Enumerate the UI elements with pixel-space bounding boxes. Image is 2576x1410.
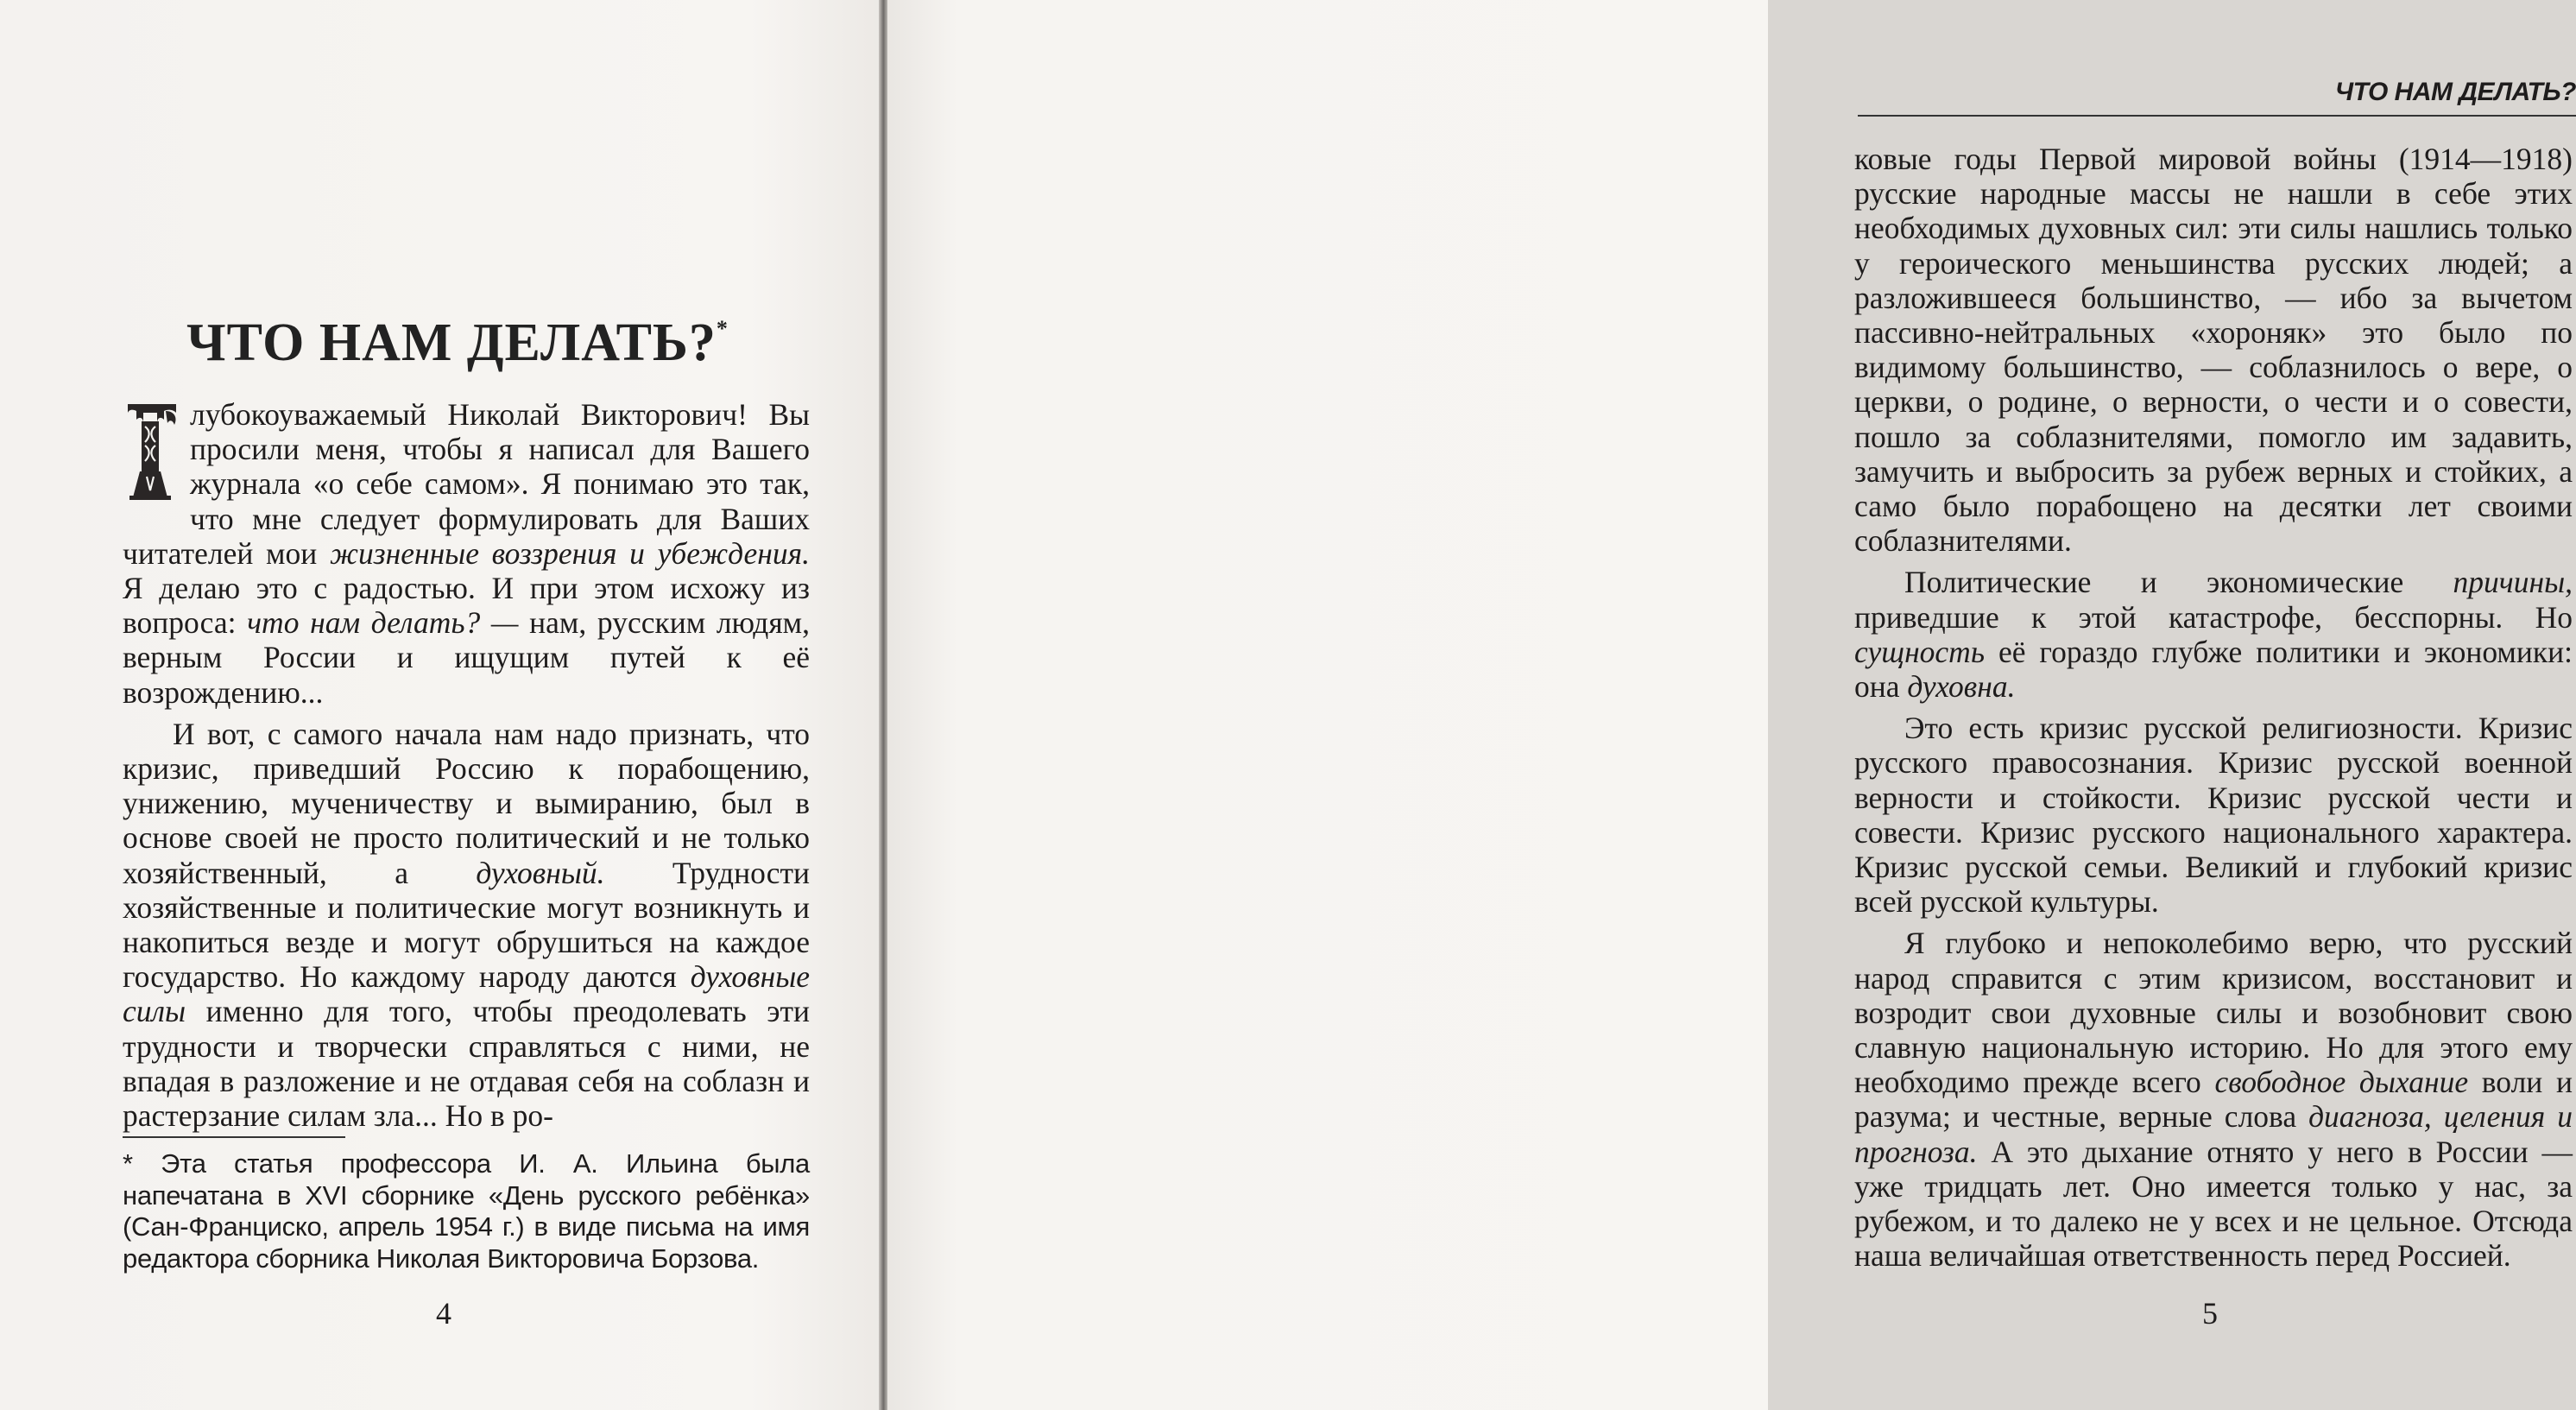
paragraph xyxy=(1854,711,2573,919)
text-run: Политические и экономические xyxy=(1904,565,2453,600)
text-run: А это дыхание отнято у него в России — уже тридцать лет. Оно имеется только у нас, за рубежом, и то далеко не у всех и не цельное. Отсюда наша величайшая ответственность перед Россией. xyxy=(1854,1134,2573,1274)
footnote-rule xyxy=(123,1136,345,1138)
paragraph xyxy=(1854,565,2573,704)
footnote-marker: * xyxy=(716,315,729,341)
left-page xyxy=(0,0,882,1410)
right-body-text xyxy=(1854,142,2573,1274)
text-run: именно для того, чтобы преодолевать эти трудности и творчески справляться с ними, не впадая в разложение и не отдавая себя на соблазн и растерзание силам зла... Но в ро- xyxy=(123,994,810,1134)
text-run: Это есть кризис русской религиозности. Кризис русского правосознания. Кризис русской военной верности и стойкости. Кризис русской чести и совести. Кризис русского национального характера. Кризис русской семьи. Великий и глубокий кризис всей русской культуры. xyxy=(1854,711,2573,920)
text-run: Я делаю это с радостью. И при этом исхожу из вопроса: xyxy=(123,571,810,641)
text-run: ковые годы Первой мировой войны (1914—1918) русские народные массы не нашли в себе этих необходимых духовных сил: эти силы нашлись только у героического меньшинства русских людей; а разложившееся большинство, — ибо за вычетом пассивно-нейтральных «хороняк» это было по видимому большинство, — соблазнилось о вере, о церкви, о родине, о верности, о чести и о совести, пошло за соблазнителями, помогло им задавить, замучить и выбросить за рубеж верных и стойких, а само было порабощено на десятки лет своими соблазнителями. xyxy=(1854,142,2573,559)
text-run: приведшие к этой катастрофе, бесспорны. Но xyxy=(1854,599,2573,635)
italic-text: жизненные воззрения и убеждения. xyxy=(329,535,810,571)
italic-text: духовна. xyxy=(1907,669,2016,705)
text-run: нам, русским людям, верным России и ищущим путей к её возрождению... xyxy=(123,605,811,710)
italic-text: сущность xyxy=(1854,634,1985,669)
left-body-text xyxy=(123,397,810,1133)
italic-text: духовный. xyxy=(476,855,605,890)
italic-text: что нам делать? — xyxy=(247,605,519,641)
italic-text: причины, xyxy=(2453,565,2573,600)
italic-text: духовные силы xyxy=(123,959,810,1029)
text-run: Трудности хозяйственные и политические могут возникнуть и накопиться везде и могут обрушиться на каждое государство. Но каждому народу даются xyxy=(123,855,810,995)
running-head-rule xyxy=(1858,115,2576,117)
text-run: её гораздо глубже политики и экономики: она xyxy=(1854,634,2573,705)
page-number-right: 5 xyxy=(2202,1296,2218,1331)
chapter-title-text: ЧТО НАМ ДЕЛАТЬ? xyxy=(186,313,717,372)
footnote xyxy=(123,1148,810,1274)
text-run: И вот, с самого начала нам надо признать, что кризис, приведший Россию к порабощению, унижению, мученичеству и вымиранию, был в основе своей не просто политический и не только хозяйственный, а xyxy=(123,716,810,890)
paragraph xyxy=(1854,142,2573,558)
footnote-text: * Эта статья профессора И. А. Ильина была напечатана в XVI сборнике «День русского ребёнка» (Сан-Франциско, апрель 1954 г.) в виде письма на имя редактора сборника Николая Викторовича Борзова. xyxy=(123,1148,810,1274)
chapter-title xyxy=(121,313,794,374)
italic-text: свободное дыхание xyxy=(2214,1065,2469,1100)
text-run: лубокоуважаемый Николай Викторович! Вы просили меня, чтобы я написал для Вашего журнала «о себе самом». Я понимаю это так, что мне следует формулировать для Ваших читателей мои xyxy=(123,397,810,571)
running-head: ЧТО НАМ ДЕЛАТЬ? xyxy=(2334,78,2576,106)
ornamental-dropcap-icon xyxy=(123,401,181,503)
right-page xyxy=(887,0,2576,1410)
text-run: Я глубоко и непоколебимо верю, что русский народ справится с этим кризисом, восстановит и возродит свои духовные силы и возобновит свою славную национальную историю. Но для этого ему необходимо прежде всего xyxy=(1854,926,2573,1100)
italic-text: диагноза, целения и прогноза. xyxy=(1854,1099,2573,1169)
text-run: воли и разума; и честные, верные слова xyxy=(1854,1065,2573,1135)
page-number-left: 4 xyxy=(436,1296,451,1331)
paragraph xyxy=(123,397,810,710)
paragraph xyxy=(123,717,810,1133)
paragraph xyxy=(1854,926,2573,1273)
